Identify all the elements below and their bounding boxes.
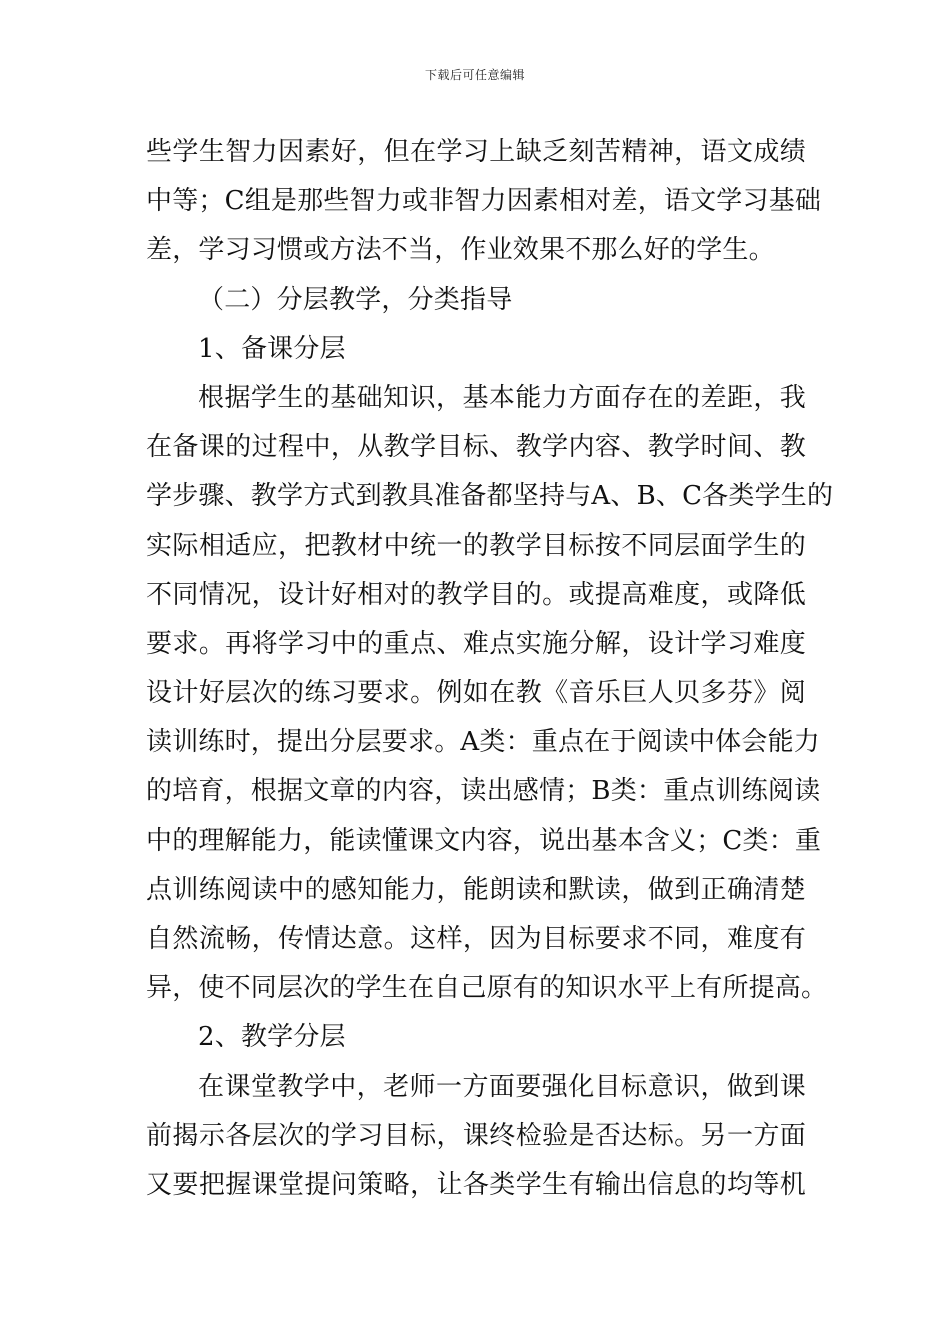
paragraph-line: 学步骤、教学方式到教具准备都坚持与A、B、C各类学生的 bbox=[146, 481, 834, 512]
paragraph-line: 在备课的过程中，从教学目标、教学内容、教学时间、教 bbox=[146, 432, 806, 463]
paragraph-line: 中等；C组是那些智力或非智力因素相对差，语文学习基础 bbox=[146, 186, 822, 217]
paragraph-line: 的培育，根据文章的内容，读出感情；B类：重点训练阅读 bbox=[146, 776, 821, 807]
paragraph-line: 根据学生的基础知识，基本能力方面存在的差距，我 bbox=[198, 382, 806, 413]
page-header: 下载后可任意编辑 bbox=[424, 68, 525, 82]
paragraph-line: 要求。再将学习中的重点、难点实施分解，设计学习难度 bbox=[146, 628, 806, 659]
paragraph-line: 异，使不同层次的学生在自己原有的知识水平上有所提高。 bbox=[146, 973, 828, 1004]
paragraph-line: 差，学习习惯或方法不当，作业效果不那么好的学生。 bbox=[146, 235, 775, 266]
paragraph-line: 不同情况，设计好相对的教学目的。或提高难度，或降低 bbox=[146, 579, 806, 610]
paragraph-line: 在课堂教学中，老师一方面要强化目标意识，做到课 bbox=[198, 1071, 806, 1102]
paragraph-line: 前揭示各层次的学习目标，课终检验是否达标。另一方面 bbox=[146, 1120, 806, 1151]
section-heading: （二）分层教学，分类指导 bbox=[198, 284, 513, 315]
paragraph-line: 些学生智力因素好，但在学习上缺乏刻苦精神，语文成绩 bbox=[146, 137, 806, 167]
document-body bbox=[146, 128, 834, 1210]
paragraph-line: 读训练时，提出分层要求。A类：重点在于阅读中体会能力 bbox=[146, 727, 820, 758]
paragraph-line: 实际相适应，把教材中统一的教学目标按不同层面学生的 bbox=[146, 530, 806, 561]
paragraph-line: 又要把握课堂提问策略，让各类学生有输出信息的均等机 bbox=[146, 1169, 806, 1200]
paragraph-line: 自然流畅，传情达意。这样，因为目标要求不同，难度有 bbox=[146, 924, 806, 954]
paragraph-line: 设计好层次的练习要求。例如在教《音乐巨人贝多芬》阅 bbox=[146, 678, 806, 709]
subsection-heading: 2、教学分层 bbox=[198, 1022, 346, 1053]
paragraph-line: 中的理解能力，能读懂课文内容，说出基本含义；C类：重 bbox=[146, 825, 822, 856]
subsection-heading: 1、备课分层 bbox=[198, 333, 346, 364]
paragraph-line: 点训练阅读中的感知能力，能朗读和默读，做到正确清楚 bbox=[146, 874, 806, 905]
